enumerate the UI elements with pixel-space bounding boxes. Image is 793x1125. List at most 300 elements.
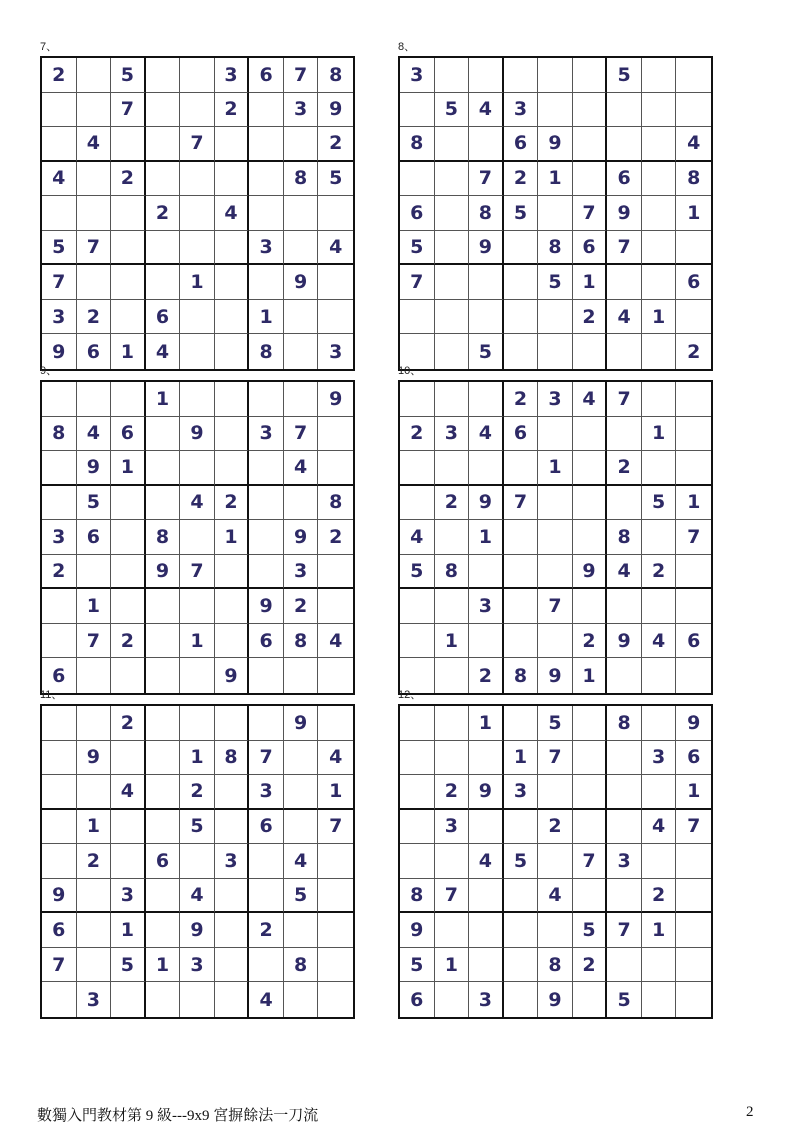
sudoku-cell: 1 bbox=[215, 520, 250, 555]
sudoku-cell bbox=[284, 334, 319, 369]
sudoku-cell bbox=[435, 127, 470, 162]
sudoku-cell: 4 bbox=[400, 520, 435, 555]
sudoku-cell bbox=[504, 879, 539, 914]
sudoku-cell bbox=[642, 775, 677, 810]
sudoku-cell: 8 bbox=[469, 196, 504, 231]
sudoku-cell: 9 bbox=[77, 741, 112, 776]
sudoku-cell: 3 bbox=[42, 300, 77, 335]
sudoku-cell: 5 bbox=[504, 844, 539, 879]
sudoku-cell: 9 bbox=[249, 589, 284, 624]
sudoku-cell bbox=[504, 231, 539, 266]
sudoku-cell bbox=[400, 382, 435, 417]
sudoku-cell: 9 bbox=[180, 417, 215, 452]
sudoku-cell: 4 bbox=[607, 555, 642, 590]
sudoku-cell: 5 bbox=[400, 948, 435, 983]
sudoku-cell bbox=[249, 520, 284, 555]
sudoku-cell bbox=[180, 58, 215, 93]
sudoku-cell: 9 bbox=[469, 231, 504, 266]
sudoku-cell bbox=[642, 706, 677, 741]
sudoku-cell: 8 bbox=[607, 706, 642, 741]
sudoku-cell bbox=[249, 486, 284, 521]
sudoku-cell: 2 bbox=[573, 300, 608, 335]
sudoku-grid bbox=[398, 380, 713, 695]
sudoku-cell bbox=[400, 741, 435, 776]
sudoku-cell bbox=[538, 486, 573, 521]
sudoku-cell: 4 bbox=[284, 844, 319, 879]
sudoku-cell: 7 bbox=[607, 913, 642, 948]
sudoku-cell bbox=[469, 913, 504, 948]
sudoku-cell: 9 bbox=[573, 555, 608, 590]
sudoku-cell bbox=[215, 624, 250, 659]
sudoku-cell bbox=[146, 486, 181, 521]
sudoku-cell bbox=[504, 58, 539, 93]
sudoku-cell bbox=[607, 948, 642, 983]
sudoku-cell: 2 bbox=[111, 624, 146, 659]
sudoku-cell: 2 bbox=[215, 93, 250, 128]
sudoku-cell bbox=[607, 417, 642, 452]
sudoku-cell: 5 bbox=[77, 486, 112, 521]
sudoku-cell bbox=[284, 382, 319, 417]
sudoku-cell: 4 bbox=[318, 624, 353, 659]
sudoku-cell bbox=[573, 417, 608, 452]
sudoku-cell bbox=[111, 741, 146, 776]
sudoku-cell bbox=[146, 879, 181, 914]
sudoku-cell: 7 bbox=[538, 589, 573, 624]
sudoku-cell: 1 bbox=[642, 417, 677, 452]
sudoku-cell: 2 bbox=[111, 706, 146, 741]
sudoku-cell: 7 bbox=[538, 741, 573, 776]
sudoku-cell bbox=[435, 982, 470, 1017]
sudoku-cell: 1 bbox=[573, 265, 608, 300]
sudoku-cell: 7 bbox=[573, 844, 608, 879]
sudoku-cell: 8 bbox=[284, 624, 319, 659]
sudoku-cell: 9 bbox=[146, 555, 181, 590]
sudoku-cell bbox=[504, 451, 539, 486]
sudoku-cell: 8 bbox=[249, 334, 284, 369]
sudoku-cell bbox=[77, 879, 112, 914]
sudoku-cell bbox=[504, 624, 539, 659]
sudoku-cell: 4 bbox=[77, 417, 112, 452]
sudoku-cell bbox=[318, 658, 353, 693]
sudoku-cell bbox=[642, 196, 677, 231]
sudoku-cell bbox=[318, 451, 353, 486]
sudoku-cell bbox=[573, 58, 608, 93]
sudoku-cell bbox=[284, 982, 319, 1017]
sudoku-cell: 9 bbox=[180, 913, 215, 948]
sudoku-cell bbox=[180, 658, 215, 693]
sudoku-cell: 9 bbox=[469, 775, 504, 810]
sudoku-cell bbox=[538, 520, 573, 555]
sudoku-grid bbox=[398, 704, 713, 1019]
sudoku-cell: 3 bbox=[249, 775, 284, 810]
sudoku-cell bbox=[77, 775, 112, 810]
sudoku-cell bbox=[573, 589, 608, 624]
sudoku-cell bbox=[249, 265, 284, 300]
sudoku-cell: 5 bbox=[284, 879, 319, 914]
sudoku-cell bbox=[607, 589, 642, 624]
sudoku-cell: 3 bbox=[329, 340, 343, 363]
sudoku-cell: 6 bbox=[676, 741, 711, 776]
sudoku-cell bbox=[400, 486, 435, 521]
sudoku-cell bbox=[469, 127, 504, 162]
sudoku-cell: 7 bbox=[284, 417, 319, 452]
sudoku-cell: 4 bbox=[249, 982, 284, 1017]
sudoku-cell: 4 bbox=[318, 231, 353, 266]
sudoku-cell bbox=[146, 417, 181, 452]
puzzle-number-label: 12、 bbox=[398, 689, 422, 701]
sudoku-cell bbox=[111, 844, 146, 879]
sudoku-cell bbox=[180, 844, 215, 879]
sudoku-cell bbox=[469, 741, 504, 776]
sudoku-cell bbox=[318, 300, 353, 335]
sudoku-cell bbox=[435, 658, 470, 693]
sudoku-cell bbox=[538, 555, 573, 590]
sudoku-cell: 8 bbox=[504, 658, 539, 693]
sudoku-cell bbox=[215, 265, 250, 300]
sudoku-cell: 9 bbox=[538, 127, 573, 162]
sudoku-cell: 4 bbox=[676, 127, 711, 162]
sudoku-cell: 4 bbox=[573, 382, 608, 417]
sudoku-cell bbox=[180, 196, 215, 231]
sudoku-cell bbox=[504, 520, 539, 555]
sudoku-cell: 6 bbox=[42, 658, 77, 693]
sudoku-cell bbox=[42, 706, 77, 741]
sudoku-cell: 2 bbox=[435, 775, 470, 810]
sudoku-cell: 2 bbox=[146, 196, 181, 231]
sudoku-cell bbox=[400, 624, 435, 659]
sudoku-cell bbox=[538, 775, 573, 810]
sudoku-cell: 9 bbox=[607, 624, 642, 659]
sudoku-cell bbox=[180, 982, 215, 1017]
sudoku-cell: 5 bbox=[180, 810, 215, 845]
sudoku-cell bbox=[146, 231, 181, 266]
sudoku-cell bbox=[215, 982, 250, 1017]
sudoku-cell: 9 bbox=[284, 520, 319, 555]
sudoku-cell bbox=[642, 334, 677, 369]
sudoku-cell: 2 bbox=[318, 520, 353, 555]
sudoku-cell: 6 bbox=[573, 231, 608, 266]
sudoku-cell: 6 bbox=[607, 162, 642, 197]
sudoku-cell bbox=[469, 58, 504, 93]
sudoku-cell bbox=[676, 58, 711, 93]
sudoku-cell bbox=[676, 417, 711, 452]
sudoku-cell: 3 bbox=[249, 417, 284, 452]
sudoku-cell bbox=[435, 231, 470, 266]
sudoku-cell bbox=[435, 382, 470, 417]
sudoku-cell: 1 bbox=[676, 196, 711, 231]
sudoku-cell bbox=[111, 265, 146, 300]
sudoku-cell bbox=[676, 879, 711, 914]
sudoku-cell bbox=[146, 624, 181, 659]
sudoku-cell bbox=[318, 555, 353, 590]
sudoku-cell: 7 bbox=[435, 879, 470, 914]
sudoku-grid bbox=[40, 704, 355, 1019]
sudoku-cell bbox=[538, 58, 573, 93]
sudoku-cell bbox=[642, 451, 677, 486]
sudoku-cell bbox=[573, 982, 608, 1017]
sudoku-cell: 9 bbox=[284, 706, 319, 741]
sudoku-cell bbox=[504, 706, 539, 741]
sudoku-cell: 3 bbox=[284, 555, 319, 590]
sudoku-cell bbox=[538, 93, 573, 128]
sudoku-cell: 7 bbox=[400, 265, 435, 300]
sudoku-cell bbox=[42, 589, 77, 624]
sudoku-cell: 7 bbox=[676, 520, 711, 555]
sudoku-cell: 3 bbox=[469, 982, 504, 1017]
sudoku-cell: 4 bbox=[180, 486, 215, 521]
sudoku-cell bbox=[642, 658, 677, 693]
sudoku-cell: 9 bbox=[215, 658, 250, 693]
sudoku-cell bbox=[249, 844, 284, 879]
sudoku-cell: 7 bbox=[469, 162, 504, 197]
sudoku-cell bbox=[318, 913, 353, 948]
sudoku-cell bbox=[42, 93, 77, 128]
sudoku-cell: 1 bbox=[111, 913, 146, 948]
sudoku-cell bbox=[538, 844, 573, 879]
sudoku-cell: 5 bbox=[573, 913, 608, 948]
sudoku-cell bbox=[249, 555, 284, 590]
sudoku-cell bbox=[642, 58, 677, 93]
sudoku-cell bbox=[573, 486, 608, 521]
sudoku-cell bbox=[573, 334, 608, 369]
sudoku-cell: 1 bbox=[676, 775, 711, 810]
sudoku-cell bbox=[180, 231, 215, 266]
sudoku-cell bbox=[215, 810, 250, 845]
sudoku-cell: 1 bbox=[249, 300, 284, 335]
sudoku-cell bbox=[111, 589, 146, 624]
sudoku-cell bbox=[318, 196, 353, 231]
sudoku-cell bbox=[469, 451, 504, 486]
sudoku-cell: 9 bbox=[318, 382, 353, 417]
sudoku-cell bbox=[573, 451, 608, 486]
sudoku-cell: 2 bbox=[318, 127, 353, 162]
sudoku-cell: 5 bbox=[607, 982, 642, 1017]
sudoku-cell bbox=[42, 624, 77, 659]
sudoku-cell: 6 bbox=[504, 127, 539, 162]
sudoku-cell: 1 bbox=[642, 913, 677, 948]
sudoku-cell bbox=[111, 555, 146, 590]
sudoku-cell bbox=[146, 265, 181, 300]
sudoku-cell bbox=[42, 127, 77, 162]
sudoku-cell bbox=[573, 162, 608, 197]
sudoku-cell: 8 bbox=[318, 58, 353, 93]
sudoku-cell: 2 bbox=[538, 810, 573, 845]
sudoku-cell: 5 bbox=[400, 555, 435, 590]
sudoku-cell: 4 bbox=[469, 93, 504, 128]
sudoku-cell: 7 bbox=[111, 93, 146, 128]
sudoku-cell bbox=[146, 982, 181, 1017]
sudoku-cell bbox=[676, 844, 711, 879]
sudoku-cell bbox=[77, 658, 112, 693]
sudoku-cell bbox=[111, 520, 146, 555]
sudoku-cell bbox=[573, 706, 608, 741]
sudoku-cell: 9 bbox=[318, 93, 353, 128]
sudoku-cell bbox=[642, 93, 677, 128]
sudoku-cell: 2 bbox=[469, 658, 504, 693]
sudoku-cell bbox=[318, 948, 353, 983]
sudoku-cell bbox=[435, 741, 470, 776]
sudoku-cell bbox=[435, 913, 470, 948]
sudoku-cell bbox=[400, 334, 435, 369]
sudoku-cell bbox=[146, 93, 181, 128]
sudoku-cell: 7 bbox=[504, 486, 539, 521]
sudoku-cell bbox=[77, 58, 112, 93]
sudoku-cell bbox=[538, 417, 573, 452]
sudoku-cell bbox=[573, 879, 608, 914]
sudoku-cell bbox=[146, 775, 181, 810]
sudoku-cell bbox=[607, 486, 642, 521]
sudoku-cell bbox=[504, 300, 539, 335]
sudoku-cell: 1 bbox=[538, 451, 573, 486]
sudoku-cell bbox=[469, 624, 504, 659]
sudoku-cell bbox=[642, 382, 677, 417]
sudoku-cell bbox=[146, 658, 181, 693]
sudoku-cell bbox=[469, 555, 504, 590]
sudoku-cell bbox=[249, 879, 284, 914]
sudoku-cell: 3 bbox=[180, 948, 215, 983]
sudoku-cell bbox=[538, 334, 573, 369]
sudoku-cell bbox=[400, 589, 435, 624]
sudoku-cell bbox=[77, 196, 112, 231]
sudoku-cell: 2 bbox=[642, 555, 677, 590]
sudoku-cell: 1 bbox=[111, 451, 146, 486]
sudoku-cell bbox=[180, 334, 215, 369]
sudoku-cell bbox=[180, 451, 215, 486]
sudoku-cell bbox=[435, 196, 470, 231]
sudoku-cell: 9 bbox=[400, 913, 435, 948]
sudoku-cell: 2 bbox=[180, 775, 215, 810]
sudoku-cell: 6 bbox=[249, 58, 284, 93]
sudoku-cell: 8 bbox=[215, 741, 250, 776]
sudoku-cell bbox=[469, 948, 504, 983]
sudoku-cell: 8 bbox=[435, 555, 470, 590]
sudoku-cell: 3 bbox=[215, 58, 250, 93]
sudoku-cell bbox=[676, 451, 711, 486]
sudoku-cell: 1 bbox=[676, 486, 711, 521]
sudoku-cell bbox=[676, 948, 711, 983]
sudoku-cell bbox=[504, 265, 539, 300]
sudoku-cell bbox=[215, 334, 250, 369]
sudoku-cell bbox=[400, 451, 435, 486]
puzzle-number-label: 8、 bbox=[398, 41, 416, 53]
sudoku-cell: 8 bbox=[676, 162, 711, 197]
sudoku-cell: 7 bbox=[180, 555, 215, 590]
sudoku-cell: 1 bbox=[435, 624, 470, 659]
sudoku-cell: 7 bbox=[77, 624, 112, 659]
sudoku-cell bbox=[284, 486, 319, 521]
puzzle-number-label: 10、 bbox=[398, 365, 422, 377]
sudoku-cell bbox=[469, 265, 504, 300]
sudoku-cell: 9 bbox=[607, 196, 642, 231]
sudoku-cell bbox=[318, 844, 353, 879]
sudoku-cell: 7 bbox=[42, 948, 77, 983]
sudoku-cell bbox=[249, 382, 284, 417]
sudoku-cell: 1 bbox=[77, 810, 112, 845]
sudoku-cell bbox=[146, 58, 181, 93]
sudoku-cell: 4 bbox=[284, 451, 319, 486]
sudoku-cell bbox=[249, 706, 284, 741]
sudoku-cell bbox=[642, 127, 677, 162]
sudoku-cell bbox=[111, 196, 146, 231]
sudoku-cell bbox=[77, 93, 112, 128]
sudoku-cell bbox=[469, 879, 504, 914]
sudoku-cell: 9 bbox=[284, 265, 319, 300]
sudoku-cell bbox=[284, 775, 319, 810]
sudoku-cell bbox=[111, 810, 146, 845]
sudoku-cell bbox=[607, 265, 642, 300]
page-number: 2 bbox=[746, 1104, 754, 1120]
sudoku-cell bbox=[435, 706, 470, 741]
sudoku-cell bbox=[676, 300, 711, 335]
sudoku-cell bbox=[284, 231, 319, 266]
sudoku-cell bbox=[642, 520, 677, 555]
sudoku-cell bbox=[538, 624, 573, 659]
sudoku-cell bbox=[318, 265, 353, 300]
sudoku-cell bbox=[42, 775, 77, 810]
sudoku-cell bbox=[607, 658, 642, 693]
sudoku-cell: 3 bbox=[435, 810, 470, 845]
sudoku-cell: 5 bbox=[607, 58, 642, 93]
sudoku-cell bbox=[469, 810, 504, 845]
sudoku-cell bbox=[146, 706, 181, 741]
sudoku-cell: 4 bbox=[607, 300, 642, 335]
sudoku-cell: 8 bbox=[400, 127, 435, 162]
sudoku-cell: 6 bbox=[42, 913, 77, 948]
sudoku-cell bbox=[318, 879, 353, 914]
sudoku-cell bbox=[42, 382, 77, 417]
sudoku-cell: 5 bbox=[400, 231, 435, 266]
sudoku-cell: 8 bbox=[400, 879, 435, 914]
sudoku-cell bbox=[249, 93, 284, 128]
sudoku-cell: 6 bbox=[676, 624, 711, 659]
sudoku-cell bbox=[284, 127, 319, 162]
sudoku-cell bbox=[676, 658, 711, 693]
sudoku-cell: 5 bbox=[318, 162, 353, 197]
sudoku-cell bbox=[318, 706, 353, 741]
sudoku-cell: 1 bbox=[538, 162, 573, 197]
sudoku-cell: 3 bbox=[504, 93, 539, 128]
sudoku-cell bbox=[504, 913, 539, 948]
sudoku-cell: 5 bbox=[469, 334, 504, 369]
sudoku-cell: 2 bbox=[42, 555, 77, 590]
sudoku-cell bbox=[676, 555, 711, 590]
sudoku-cell: 8 bbox=[42, 417, 77, 452]
sudoku-cell: 3 bbox=[249, 231, 284, 266]
sudoku-cell bbox=[435, 300, 470, 335]
sudoku-cell: 2 bbox=[573, 624, 608, 659]
sudoku-cell bbox=[111, 658, 146, 693]
sudoku-cell: 9 bbox=[538, 982, 573, 1017]
sudoku-cell bbox=[676, 93, 711, 128]
sudoku-cell bbox=[573, 741, 608, 776]
puzzle-number-label: 9、 bbox=[40, 365, 58, 377]
sudoku-cell: 4 bbox=[42, 162, 77, 197]
sudoku-cell bbox=[215, 300, 250, 335]
sudoku-cell bbox=[77, 382, 112, 417]
sudoku-cell bbox=[284, 913, 319, 948]
sudoku-cell: 3 bbox=[284, 93, 319, 128]
sudoku-cell: 5 bbox=[538, 706, 573, 741]
sudoku-cell bbox=[180, 706, 215, 741]
sudoku-cell bbox=[180, 93, 215, 128]
sudoku-cell bbox=[318, 417, 353, 452]
sudoku-cell bbox=[215, 948, 250, 983]
sudoku-cell bbox=[435, 589, 470, 624]
sudoku-cell: 1 bbox=[504, 741, 539, 776]
puzzle-number-label: 11、 bbox=[40, 689, 63, 701]
sudoku-cell: 1 bbox=[318, 775, 353, 810]
sudoku-cell: 3 bbox=[607, 844, 642, 879]
